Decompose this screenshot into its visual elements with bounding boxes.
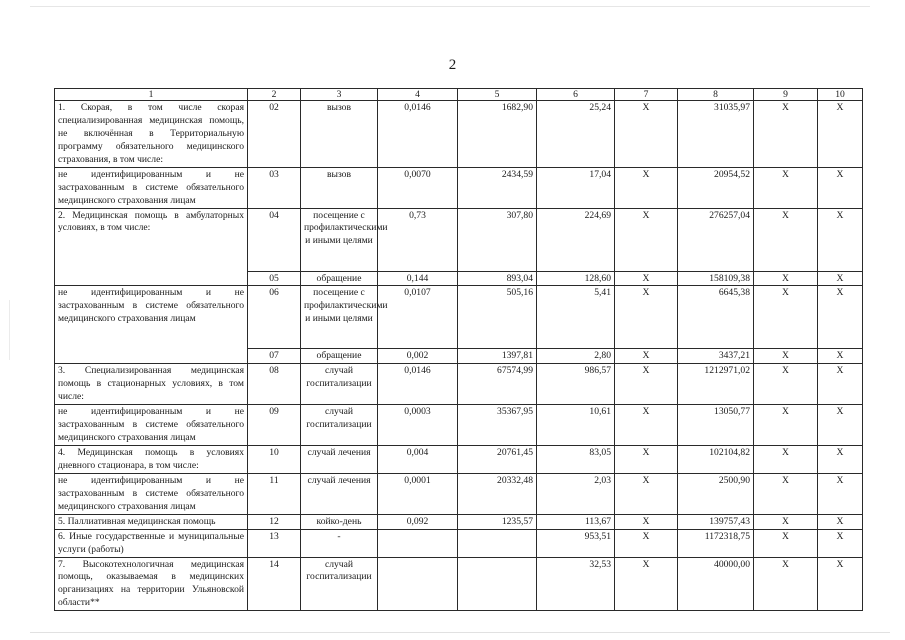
column-number: 9 xyxy=(754,89,818,101)
column-number: 5 xyxy=(458,89,537,101)
row-code: 10 xyxy=(248,446,301,474)
x-mark: X xyxy=(615,446,678,474)
table-row xyxy=(55,446,863,474)
per-capita-cell: 10,61 xyxy=(537,405,615,446)
column-number: 1 xyxy=(55,89,248,101)
cost-cell: 2434,59 xyxy=(458,167,537,208)
x-mark: X xyxy=(754,101,818,168)
column-number-row xyxy=(55,89,863,101)
unit-cell: случай лечения xyxy=(301,473,378,514)
page-number: 2 xyxy=(448,57,457,73)
table-row xyxy=(55,167,863,208)
total-cell: 102104,82 xyxy=(678,446,754,474)
scan-noise-top xyxy=(30,6,870,7)
total-cell: 139757,43 xyxy=(678,514,754,529)
x-mark: X xyxy=(615,271,678,286)
cost-cell xyxy=(458,529,537,557)
volume-cell: 0,0003 xyxy=(378,405,458,446)
x-mark: X xyxy=(818,101,863,168)
scan-noise-bottom xyxy=(30,632,890,633)
row-label: не идентифицированным и не застрахованным в системе обязательного медицинского страхования лицам xyxy=(55,167,248,208)
x-mark: X xyxy=(818,364,863,405)
x-mark: X xyxy=(754,446,818,474)
table-row xyxy=(55,557,863,611)
cost-cell: 307,80 xyxy=(458,208,537,271)
x-mark: X xyxy=(754,349,818,364)
x-mark: X xyxy=(615,208,678,271)
unit-cell: случай госпитализации xyxy=(301,557,378,611)
total-cell: 6645,38 xyxy=(678,286,754,349)
total-cell: 13050,77 xyxy=(678,405,754,446)
x-mark: X xyxy=(754,529,818,557)
x-mark: X xyxy=(754,271,818,286)
per-capita-cell: 5,41 xyxy=(537,286,615,349)
row-code: 09 xyxy=(248,405,301,446)
x-mark: X xyxy=(615,364,678,405)
row-label: 2. Медицинская помощь в амбулаторных условиях, в том числе: xyxy=(55,208,248,286)
row-code: 14 xyxy=(248,557,301,611)
row-code: 03 xyxy=(248,167,301,208)
x-mark: X xyxy=(615,529,678,557)
volume-cell xyxy=(378,529,458,557)
table-row xyxy=(55,405,863,446)
x-mark: X xyxy=(615,167,678,208)
unit-cell: вызов xyxy=(301,101,378,168)
unit-cell: посещение с профилактическими и иными целями xyxy=(301,208,378,271)
total-cell: 40000,00 xyxy=(678,557,754,611)
unit-cell: обращение xyxy=(301,271,378,286)
per-capita-cell: 2,80 xyxy=(537,349,615,364)
row-label: не идентифицированным и не застрахованным в системе обязательного медицинского страхования лицам xyxy=(55,286,248,364)
volume-cell: 0,0070 xyxy=(378,167,458,208)
volume-cell: 0,004 xyxy=(378,446,458,474)
row-code: 04 xyxy=(248,208,301,271)
volume-cell: 0,0107 xyxy=(378,286,458,349)
unit-cell: посещение с профилактическими и иными целями xyxy=(301,286,378,349)
table-row xyxy=(55,208,863,271)
row-code: 12 xyxy=(248,514,301,529)
row-label: не идентифицированным и не застрахованным в системе обязательного медицинского страхования лицам xyxy=(55,473,248,514)
cost-cell: 505,16 xyxy=(458,286,537,349)
x-mark: X xyxy=(818,473,863,514)
volume-cell: 0,002 xyxy=(378,349,458,364)
unit-cell: обращение xyxy=(301,349,378,364)
cost-cell: 893,04 xyxy=(458,271,537,286)
column-number: 7 xyxy=(615,89,678,101)
x-mark: X xyxy=(615,349,678,364)
total-cell: 31035,97 xyxy=(678,101,754,168)
column-number: 10 xyxy=(818,89,863,101)
x-mark: X xyxy=(615,557,678,611)
x-mark: X xyxy=(754,364,818,405)
x-mark: X xyxy=(754,286,818,349)
per-capita-cell: 25,24 xyxy=(537,101,615,168)
column-number: 4 xyxy=(378,89,458,101)
scan-noise-left xyxy=(9,300,10,360)
volume-cell: 0,0146 xyxy=(378,101,458,168)
unit-cell: случай госпитализации xyxy=(301,405,378,446)
volume-cell: 0,144 xyxy=(378,271,458,286)
cost-cell: 1397,81 xyxy=(458,349,537,364)
volume-cell: 0,0001 xyxy=(378,473,458,514)
total-cell: 3437,21 xyxy=(678,349,754,364)
total-cell: 158109,38 xyxy=(678,271,754,286)
row-code: 07 xyxy=(248,349,301,364)
x-mark: X xyxy=(754,557,818,611)
column-number: 3 xyxy=(301,89,378,101)
cost-cell xyxy=(458,557,537,611)
row-label: 4. Медицинская помощь в условиях дневного стационара, в том числе: xyxy=(55,446,248,474)
volume-cell xyxy=(378,557,458,611)
total-cell: 1172318,75 xyxy=(678,529,754,557)
x-mark: X xyxy=(615,514,678,529)
cost-cell: 20761,45 xyxy=(458,446,537,474)
x-mark: X xyxy=(818,529,863,557)
x-mark: X xyxy=(818,167,863,208)
per-capita-cell: 986,57 xyxy=(537,364,615,405)
total-cell: 20954,52 xyxy=(678,167,754,208)
per-capita-cell: 953,51 xyxy=(537,529,615,557)
volume-cell: 0,73 xyxy=(378,208,458,271)
per-capita-cell: 83,05 xyxy=(537,446,615,474)
volume-cell: 0,0146 xyxy=(378,364,458,405)
x-mark: X xyxy=(615,286,678,349)
x-mark: X xyxy=(818,349,863,364)
x-mark: X xyxy=(615,405,678,446)
unit-cell: - xyxy=(301,529,378,557)
x-mark: X xyxy=(818,446,863,474)
cost-cell: 20332,48 xyxy=(458,473,537,514)
row-code: 02 xyxy=(248,101,301,168)
x-mark: X xyxy=(615,101,678,168)
cost-cell: 67574,99 xyxy=(458,364,537,405)
row-label: 3. Специализированная медицинская помощь в стационарных условиях, в том числе: xyxy=(55,364,248,405)
per-capita-cell: 224,69 xyxy=(537,208,615,271)
x-mark: X xyxy=(818,271,863,286)
x-mark: X xyxy=(754,473,818,514)
table-row xyxy=(55,364,863,405)
row-code: 11 xyxy=(248,473,301,514)
row-code: 05 xyxy=(248,271,301,286)
table-row xyxy=(55,529,863,557)
table-row xyxy=(55,514,863,529)
per-capita-cell: 128,60 xyxy=(537,271,615,286)
table-row xyxy=(55,101,863,168)
row-code: 13 xyxy=(248,529,301,557)
column-number: 8 xyxy=(678,89,754,101)
column-number: 2 xyxy=(248,89,301,101)
cost-cell: 1235,57 xyxy=(458,514,537,529)
total-cell: 276257,04 xyxy=(678,208,754,271)
row-label: 1. Скорая, в том числе скорая специализированная медицинская помощь, не включённая в Территориальную программу обязательного медицинского страхования, в том числе: xyxy=(55,101,248,168)
column-number: 6 xyxy=(537,89,615,101)
unit-cell: случай госпитализации xyxy=(301,364,378,405)
row-label: 5. Паллиативная медицинская помощь xyxy=(55,514,248,529)
unit-cell: койко-день xyxy=(301,514,378,529)
table-row xyxy=(55,473,863,514)
row-code: 06 xyxy=(248,286,301,349)
x-mark: X xyxy=(818,557,863,611)
per-capita-cell: 113,67 xyxy=(537,514,615,529)
x-mark: X xyxy=(818,208,863,271)
per-capita-cell: 2,03 xyxy=(537,473,615,514)
unit-cell: вызов xyxy=(301,167,378,208)
x-mark: X xyxy=(754,208,818,271)
x-mark: X xyxy=(754,405,818,446)
x-mark: X xyxy=(754,167,818,208)
table-row xyxy=(55,286,863,349)
per-capita-cell: 32,53 xyxy=(537,557,615,611)
per-capita-cell: 17,04 xyxy=(537,167,615,208)
volume-cell: 0,092 xyxy=(378,514,458,529)
row-code: 08 xyxy=(248,364,301,405)
row-label: 7. Высокотехнологичная медицинская помощь, оказываемая в медицинских организациях на территории Ульяновской области** xyxy=(55,557,248,611)
x-mark: X xyxy=(818,286,863,349)
financing-table xyxy=(54,88,863,611)
row-label: 6. Иные государственные и муниципальные услуги (работы) xyxy=(55,529,248,557)
row-label: не идентифицированным и не застрахованным в системе обязательного медицинского страхования лицам xyxy=(55,405,248,446)
total-cell: 1212971,02 xyxy=(678,364,754,405)
total-cell: 2500,90 xyxy=(678,473,754,514)
x-mark: X xyxy=(754,514,818,529)
x-mark: X xyxy=(615,473,678,514)
cost-cell: 35367,95 xyxy=(458,405,537,446)
x-mark: X xyxy=(818,514,863,529)
cost-cell: 1682,90 xyxy=(458,101,537,168)
x-mark: X xyxy=(818,405,863,446)
unit-cell: случай лечения xyxy=(301,446,378,474)
